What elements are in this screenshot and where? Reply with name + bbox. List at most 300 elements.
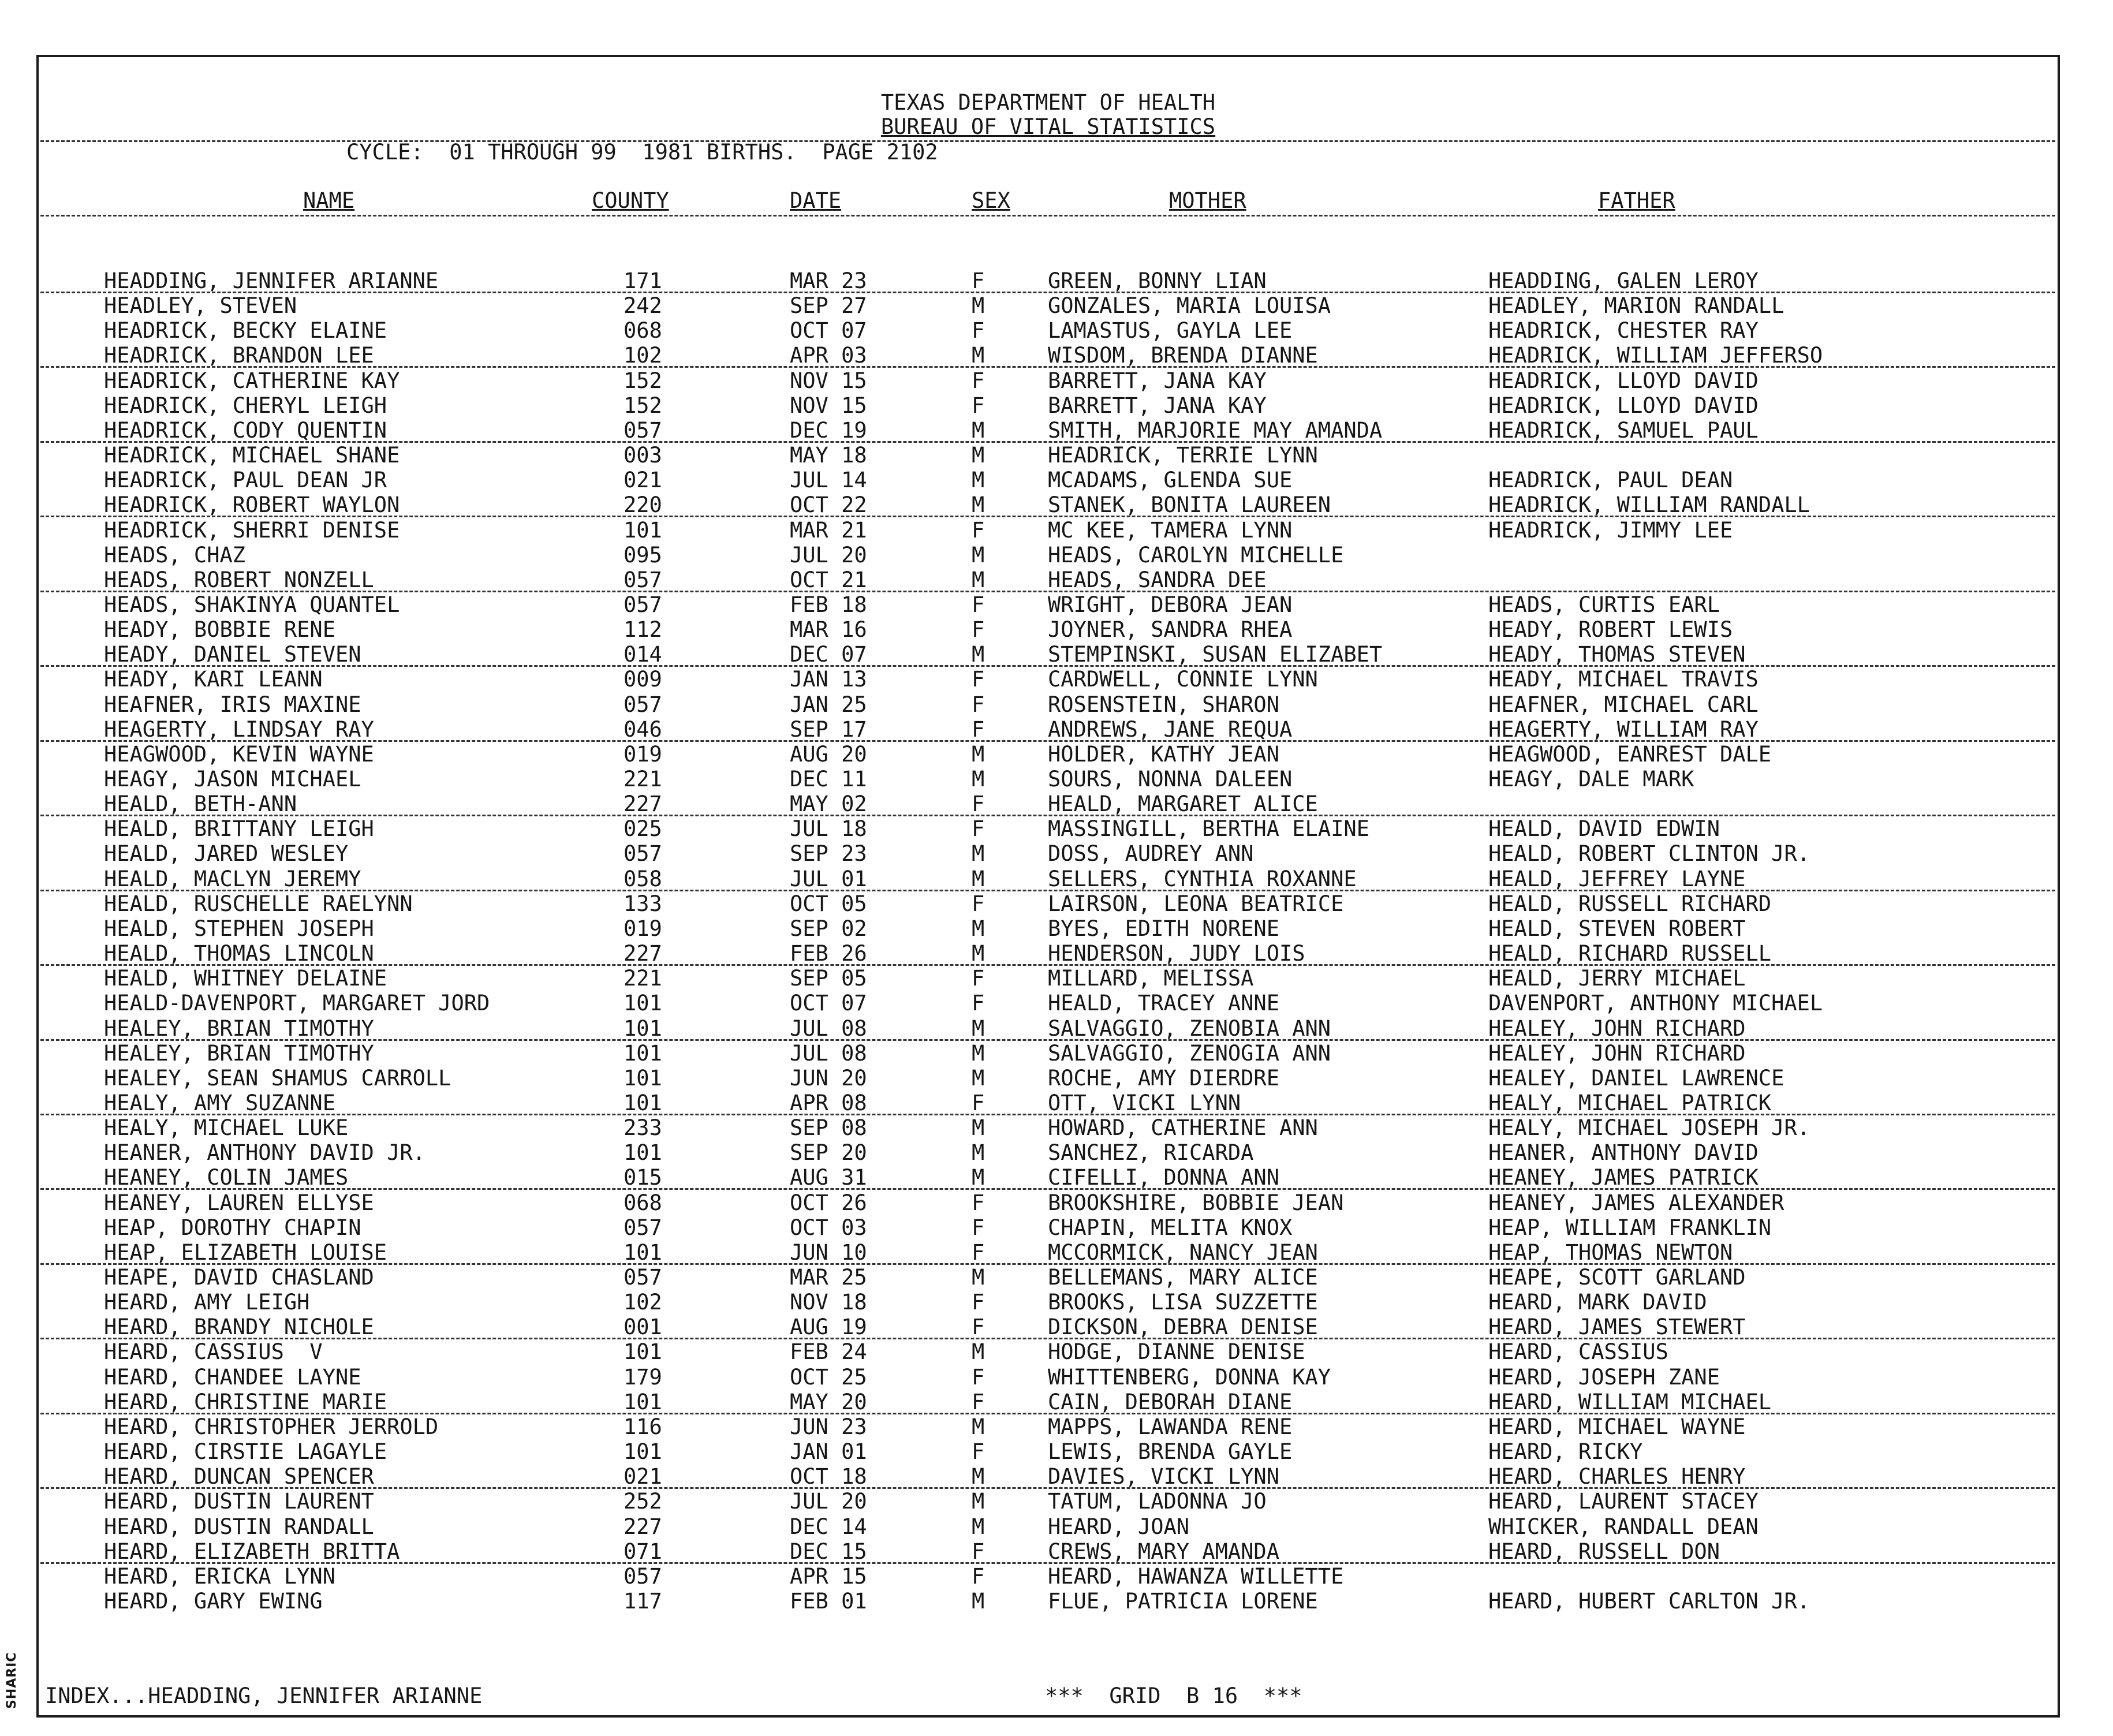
cell-date: JUN 20: [790, 1066, 867, 1091]
cell-date: JAN 25: [790, 692, 867, 717]
cell-county: 057: [624, 592, 662, 617]
cell-date: JUL 20: [790, 1489, 867, 1514]
table-row: [0, 1564, 2113, 1589]
cell-county: 227: [624, 792, 662, 816]
cell-sex: F: [972, 966, 985, 991]
cell-county: 221: [624, 966, 662, 991]
cell-father: HEALY, MICHAEL PATRICK: [1488, 1091, 1772, 1115]
table-row: [0, 293, 2113, 318]
cell-mother: ROSENSTEIN, SHARON: [1048, 692, 1279, 717]
cell-father: HEALEY, JOHN RICHARD: [1488, 1016, 1746, 1041]
cell-name: HEALY, MICHAEL LUKE: [104, 1115, 349, 1140]
table-row: [0, 1066, 2113, 1091]
table-row: [0, 368, 2113, 393]
cell-county: 068: [624, 1190, 662, 1215]
cell-date: JAN 13: [790, 667, 867, 692]
cell-date: SEP 02: [790, 916, 867, 941]
cell-date: APR 08: [790, 1091, 867, 1115]
cell-name: HEALD, BETH-ANN: [104, 792, 297, 816]
cell-date: JUL 18: [790, 816, 867, 841]
cell-date: OCT 05: [790, 891, 867, 916]
cell-father: HEADDING, GALEN LEROY: [1488, 268, 1759, 293]
cell-father: HEANEY, JAMES ALEXANDER: [1488, 1190, 1785, 1215]
cell-father: HEALD, JERRY MICHAEL: [1488, 966, 1746, 991]
table-row: [0, 1390, 2113, 1414]
cell-county: 019: [624, 916, 662, 941]
table-row: [0, 318, 2113, 343]
cell-sex: F: [972, 667, 985, 692]
cell-date: MAY 20: [790, 1390, 867, 1414]
cell-mother: BYES, EDITH NORENE: [1048, 916, 1279, 941]
cell-date: OCT 22: [790, 492, 867, 517]
cell-date: OCT 18: [790, 1464, 867, 1489]
cell-father: HEADRICK, WILLIAM JEFFERSO: [1488, 343, 1823, 368]
cell-date: FEB 01: [790, 1589, 867, 1614]
bureau-title: BUREAU OF VITAL STATISTICS: [880, 114, 1216, 139]
table-row: [0, 1165, 2113, 1190]
cell-county: 102: [624, 343, 662, 368]
cell-county: 227: [624, 941, 662, 966]
cell-name: HEARD, ELIZABETH BRITTA: [104, 1539, 400, 1564]
cell-mother: HEADS, SANDRA DEE: [1048, 568, 1267, 592]
column-header-sex: SEX: [972, 188, 1010, 213]
cell-mother: SMITH, MARJORIE MAY AMANDA: [1048, 418, 1383, 443]
cell-mother: MAPPS, LAWANDA RENE: [1048, 1414, 1293, 1439]
cell-mother: DAVIES, VICKI LYNN: [1048, 1464, 1279, 1489]
table-row: [0, 941, 2113, 966]
cell-date: OCT 07: [790, 318, 867, 343]
table-row: [0, 1315, 2113, 1339]
cell-name: HEALEY, BRIAN TIMOTHY: [104, 1016, 374, 1041]
cell-sex: M: [972, 443, 985, 468]
cell-county: 057: [624, 568, 662, 592]
table-row: [0, 568, 2113, 592]
cell-sex: M: [972, 1489, 985, 1514]
cell-sex: M: [972, 1514, 985, 1539]
cell-father: HEADY, MICHAEL TRAVIS: [1488, 667, 1759, 692]
cell-mother: HEALD, TRACEY ANNE: [1048, 991, 1279, 1016]
cell-county: 095: [624, 543, 662, 568]
cell-date: MAR 23: [790, 268, 867, 293]
cell-date: SEP 05: [790, 966, 867, 991]
table-row: [0, 592, 2113, 617]
cell-name: HEANEY, LAUREN ELLYSE: [104, 1190, 374, 1215]
table-row: [0, 1539, 2113, 1564]
cell-mother: JOYNER, SANDRA RHEA: [1048, 617, 1293, 642]
cell-name: HEAGWOOD, KEVIN WAYNE: [104, 742, 374, 767]
cell-father: HEARD, MICHAEL WAYNE: [1488, 1414, 1746, 1439]
table-row: [0, 543, 2113, 568]
cell-date: JUL 20: [790, 543, 867, 568]
cell-father: HEANEY, JAMES PATRICK: [1488, 1165, 1759, 1190]
cell-name: HEARD, AMY LEIGH: [104, 1290, 310, 1315]
cell-father: HEAFNER, MICHAEL CARL: [1488, 692, 1759, 717]
cell-mother: LAIRSON, LEONA BEATRICE: [1048, 891, 1344, 916]
cell-mother: HOLDER, KATHY JEAN: [1048, 742, 1279, 767]
cell-date: JAN 01: [790, 1439, 867, 1464]
cell-father: HEAP, WILLIAM FRANKLIN: [1488, 1215, 1772, 1240]
table-row: [0, 1414, 2113, 1439]
table-row: [0, 343, 2113, 368]
cell-date: AUG 20: [790, 742, 867, 767]
cell-county: 101: [624, 1240, 662, 1265]
cell-date: JUN 10: [790, 1240, 867, 1265]
cell-father: DAVENPORT, ANTHONY MICHAEL: [1488, 991, 1823, 1016]
cell-name: HEALEY, SEAN SHAMUS CARROLL: [104, 1066, 451, 1091]
cell-father: HEADS, CURTIS EARL: [1488, 592, 1720, 617]
cell-mother: HENDERSON, JUDY LOIS: [1048, 941, 1305, 966]
table-row: [0, 792, 2113, 816]
cell-mother: ANDREWS, JANE REQUA: [1048, 717, 1293, 742]
cell-name: HEADY, BOBBIE RENE: [104, 617, 335, 642]
cell-mother: WHITTENBERG, DONNA KAY: [1048, 1365, 1331, 1390]
cell-county: 101: [624, 1016, 662, 1041]
cell-sex: M: [972, 492, 985, 517]
cell-sex: M: [972, 867, 985, 891]
cell-name: HEAGY, JASON MICHAEL: [104, 767, 361, 792]
table-row: [0, 1016, 2113, 1041]
cell-father: HEALD, STEVEN ROBERT: [1488, 916, 1746, 941]
cell-father: HEALY, MICHAEL JOSEPH JR.: [1488, 1115, 1810, 1140]
table-row: [0, 1041, 2113, 1066]
cell-county: 221: [624, 767, 662, 792]
cell-father: HEALD, RICHARD RUSSELL: [1488, 941, 1772, 966]
cell-name: HEARD, CHRISTINE MARIE: [104, 1390, 387, 1414]
cell-county: 101: [624, 518, 662, 543]
cell-father: HEARD, JAMES STEWERT: [1488, 1315, 1746, 1339]
table-row: [0, 518, 2113, 543]
cell-county: 179: [624, 1365, 662, 1390]
cell-mother: HODGE, DIANNE DENISE: [1048, 1339, 1305, 1364]
cell-sex: F: [972, 1390, 985, 1414]
cell-county: 227: [624, 1514, 662, 1539]
table-row: [0, 667, 2113, 692]
cell-sex: F: [972, 1215, 985, 1240]
table-row: [0, 891, 2113, 916]
cell-name: HEALD, WHITNEY DELAINE: [104, 966, 387, 991]
cell-mother: TATUM, LADONNA JO: [1048, 1489, 1267, 1514]
margin-label: SHARIC: [5, 1652, 19, 1709]
cell-county: 019: [624, 742, 662, 767]
cell-date: JUL 08: [790, 1041, 867, 1066]
cell-father: HEARD, RICKY: [1488, 1439, 1643, 1464]
cell-county: 101: [624, 991, 662, 1016]
cell-mother: STEMPINSKI, SUSAN ELIZABET: [1048, 642, 1383, 667]
cell-county: 046: [624, 717, 662, 742]
cell-date: NOV 15: [790, 368, 867, 393]
cell-name: HEARD, CHANDEE LAYNE: [104, 1365, 361, 1390]
cell-name: HEALD, RUSCHELLE RAELYNN: [104, 891, 413, 916]
table-row: [0, 1489, 2113, 1514]
column-header-date: DATE: [790, 188, 842, 213]
cell-name: HEADY, KARI LEANN: [104, 667, 323, 692]
cell-county: 057: [624, 692, 662, 717]
cell-sex: F: [972, 1539, 985, 1564]
cell-name: HEADS, CHAZ: [104, 543, 246, 568]
cell-county: 014: [624, 642, 662, 667]
table-row: [0, 966, 2113, 991]
cell-mother: MASSINGILL, BERTHA ELAINE: [1048, 816, 1369, 841]
table-row: [0, 1115, 2113, 1140]
cell-sex: F: [972, 717, 985, 742]
cell-date: NOV 15: [790, 393, 867, 418]
cell-sex: F: [972, 1365, 985, 1390]
table-row: [0, 1215, 2113, 1240]
cell-date: SEP 23: [790, 841, 867, 866]
table-row: [0, 841, 2113, 866]
cell-county: 101: [624, 1439, 662, 1464]
grid-footer: *** GRID B 16 ***: [1045, 1683, 1302, 1708]
cell-mother: BROOKSHIRE, BOBBIE JEAN: [1048, 1190, 1344, 1215]
cell-father: HEALEY, JOHN RICHARD: [1488, 1041, 1746, 1066]
cell-father: HEAGERTY, WILLIAM RAY: [1488, 717, 1759, 742]
cell-county: 071: [624, 1539, 662, 1564]
cell-name: HEADRICK, BECKY ELAINE: [104, 318, 387, 343]
table-row: [0, 1339, 2113, 1364]
cell-sex: M: [972, 1140, 985, 1165]
cell-sex: F: [972, 1564, 985, 1589]
cell-name: HEARD, CASSIUS V: [104, 1339, 323, 1364]
table-row: [0, 1265, 2113, 1290]
table-row: [0, 742, 2113, 767]
cell-name: HEARD, GARY EWING: [104, 1589, 323, 1614]
cell-sex: F: [972, 891, 985, 916]
table-row: [0, 867, 2113, 891]
table-row: [0, 1464, 2113, 1489]
cell-county: 101: [624, 1339, 662, 1364]
cell-sex: F: [972, 692, 985, 717]
cell-sex: M: [972, 742, 985, 767]
cell-father: HEADLEY, MARION RANDALL: [1488, 293, 1785, 318]
cell-mother: HOWARD, CATHERINE ANN: [1048, 1115, 1318, 1140]
cell-date: OCT 25: [790, 1365, 867, 1390]
cell-name: HEARD, CIRSTIE LAGAYLE: [104, 1439, 387, 1464]
cell-county: 102: [624, 1290, 662, 1315]
cell-county: 101: [624, 1041, 662, 1066]
cell-name: HEAGERTY, LINDSAY RAY: [104, 717, 374, 742]
cell-date: JUL 14: [790, 468, 867, 492]
cell-county: 171: [624, 268, 662, 293]
cell-mother: HEADS, CAROLYN MICHELLE: [1048, 543, 1344, 568]
table-row: [0, 767, 2113, 792]
cell-mother: HEARD, HAWANZA WILLETTE: [1048, 1564, 1344, 1589]
cell-sex: M: [972, 841, 985, 866]
cell-county: 057: [624, 418, 662, 443]
table-row: [0, 492, 2113, 517]
cell-father: HEAPE, SCOTT GARLAND: [1488, 1265, 1746, 1290]
cell-county: 057: [624, 1564, 662, 1589]
table-row: [0, 991, 2113, 1016]
cell-father: WHICKER, RANDALL DEAN: [1488, 1514, 1759, 1539]
table-row: [0, 916, 2113, 941]
cell-county: 112: [624, 617, 662, 642]
cell-name: HEADRICK, SHERRI DENISE: [104, 518, 400, 543]
table-row: [0, 1091, 2113, 1115]
cell-mother: ROCHE, AMY DIERDRE: [1048, 1066, 1279, 1091]
cell-sex: M: [972, 1115, 985, 1140]
cell-sex: M: [972, 568, 985, 592]
cell-date: DEC 07: [790, 642, 867, 667]
cell-mother: CAIN, DEBORAH DIANE: [1048, 1390, 1293, 1414]
cell-sex: M: [972, 767, 985, 792]
cell-father: HEARD, HUBERT CARLTON JR.: [1488, 1589, 1810, 1614]
cell-date: FEB 24: [790, 1339, 867, 1364]
cell-date: MAY 18: [790, 443, 867, 468]
cell-father: HEADRICK, JIMMY LEE: [1488, 518, 1733, 543]
cell-name: HEARD, DUSTIN LAURENT: [104, 1489, 374, 1514]
cell-sex: M: [972, 418, 985, 443]
cell-name: HEARD, DUSTIN RANDALL: [104, 1514, 374, 1539]
table-row: [0, 268, 2113, 293]
cell-sex: M: [972, 293, 985, 318]
cell-name: HEADRICK, MICHAEL SHANE: [104, 443, 400, 468]
cell-county: 057: [624, 1265, 662, 1290]
cell-sex: F: [972, 1091, 985, 1115]
cell-county: 101: [624, 1066, 662, 1091]
cell-name: HEADRICK, CHERYL LEIGH: [104, 393, 387, 418]
column-header-mother: MOTHER: [1169, 188, 1246, 213]
cell-father: HEADY, THOMAS STEVEN: [1488, 642, 1746, 667]
cell-mother: SALVAGGIO, ZENOBIA ANN: [1048, 1016, 1331, 1041]
table-row: [0, 1514, 2113, 1539]
cell-date: FEB 26: [790, 941, 867, 966]
cell-father: HEALD, RUSSELL RICHARD: [1488, 891, 1772, 916]
cell-sex: F: [972, 816, 985, 841]
cell-county: 101: [624, 1390, 662, 1414]
cell-father: HEAP, THOMAS NEWTON: [1488, 1240, 1733, 1265]
cell-sex: M: [972, 1165, 985, 1190]
cell-mother: FLUE, PATRICIA LORENE: [1048, 1589, 1318, 1614]
cell-name: HEALD, MACLYN JEREMY: [104, 867, 361, 891]
cell-father: HEARD, RUSSELL DON: [1488, 1539, 1720, 1564]
cell-sex: F: [972, 368, 985, 393]
cell-sex: M: [972, 642, 985, 667]
cell-father: HEALEY, DANIEL LAWRENCE: [1488, 1066, 1785, 1091]
table-row: [0, 1190, 2113, 1215]
cell-mother: STANEK, BONITA LAUREEN: [1048, 492, 1331, 517]
cell-county: 021: [624, 468, 662, 492]
cell-county: 152: [624, 368, 662, 393]
cell-mother: CREWS, MARY AMANDA: [1048, 1539, 1279, 1564]
cell-mother: MC KEE, TAMERA LYNN: [1048, 518, 1293, 543]
cell-sex: F: [972, 1290, 985, 1315]
cell-father: HEADRICK, CHESTER RAY: [1488, 318, 1759, 343]
cell-date: MAR 16: [790, 617, 867, 642]
cell-sex: M: [972, 1016, 985, 1041]
cell-mother: OTT, VICKI LYNN: [1048, 1091, 1241, 1115]
cell-name: HEADY, DANIEL STEVEN: [104, 642, 361, 667]
cell-sex: M: [972, 1066, 985, 1091]
column-header-county: COUNTY: [592, 188, 669, 213]
table-row: [0, 1140, 2113, 1165]
cell-sex: F: [972, 617, 985, 642]
cell-mother: GREEN, BONNY LIAN: [1048, 268, 1267, 293]
table-row: [0, 1439, 2113, 1464]
cell-county: 252: [624, 1489, 662, 1514]
cell-sex: F: [972, 1315, 985, 1339]
cell-sex: F: [972, 991, 985, 1016]
cell-date: FEB 18: [790, 592, 867, 617]
cell-county: 233: [624, 1115, 662, 1140]
cell-name: HEALD, STEPHEN JOSEPH: [104, 916, 374, 941]
cell-date: SEP 08: [790, 1115, 867, 1140]
cell-mother: HEADRICK, TERRIE LYNN: [1048, 443, 1318, 468]
cell-mother: SALVAGGIO, ZENOGIA ANN: [1048, 1041, 1331, 1066]
cell-county: 009: [624, 667, 662, 692]
cell-name: HEARD, CHRISTOPHER JERROLD: [104, 1414, 439, 1439]
cell-name: HEADDING, JENNIFER ARIANNE: [104, 268, 439, 293]
cell-mother: SANCHEZ, RICARDA: [1048, 1140, 1254, 1165]
cell-county: 101: [624, 1091, 662, 1115]
table-row: [0, 717, 2113, 742]
cell-date: OCT 26: [790, 1190, 867, 1215]
cell-mother: HEARD, JOAN: [1048, 1514, 1190, 1539]
cell-sex: F: [972, 268, 985, 293]
cell-sex: F: [972, 592, 985, 617]
cell-mother: CHAPIN, MELITA KNOX: [1048, 1215, 1293, 1240]
cell-name: HEALY, AMY SUZANNE: [104, 1091, 335, 1115]
cell-date: AUG 19: [790, 1315, 867, 1339]
cell-father: HEADRICK, WILLIAM RANDALL: [1488, 492, 1810, 517]
cell-sex: M: [972, 916, 985, 941]
table-row: [0, 443, 2113, 468]
cell-mother: GONZALES, MARIA LOUISA: [1048, 293, 1331, 318]
cell-county: 117: [624, 1589, 662, 1614]
cell-date: MAR 21: [790, 518, 867, 543]
cell-sex: M: [972, 1589, 985, 1614]
cell-mother: BARRETT, JANA KAY: [1048, 368, 1267, 393]
table-row: [0, 1365, 2113, 1390]
cell-mother: DOSS, AUDREY ANN: [1048, 841, 1254, 866]
cell-name: HEAPE, DAVID CHASLAND: [104, 1265, 374, 1290]
cell-date: DEC 11: [790, 767, 867, 792]
table-row: [0, 393, 2113, 418]
cell-sex: F: [972, 1240, 985, 1265]
cell-name: HEADRICK, CODY QUENTIN: [104, 418, 387, 443]
cell-date: DEC 19: [790, 418, 867, 443]
cell-sex: F: [972, 393, 985, 418]
department-title: TEXAS DEPARTMENT OF HEALTH: [880, 90, 1216, 115]
cell-mother: BELLEMANS, MARY ALICE: [1048, 1265, 1318, 1290]
cell-county: 152: [624, 393, 662, 418]
table-row: [0, 816, 2113, 841]
cell-mother: LAMASTUS, GAYLA LEE: [1048, 318, 1293, 343]
cell-name: HEADRICK, CATHERINE KAY: [104, 368, 400, 393]
cell-mother: HEALD, MARGARET ALICE: [1048, 792, 1318, 816]
cell-father: HEARD, CASSIUS: [1488, 1339, 1668, 1364]
cell-father: HEARD, LAURENT STACEY: [1488, 1489, 1759, 1514]
cell-date: OCT 07: [790, 991, 867, 1016]
cell-name: HEANEY, COLIN JAMES: [104, 1165, 349, 1190]
table-row: [0, 1240, 2113, 1265]
cell-county: 015: [624, 1165, 662, 1190]
cell-name: HEARD, ERICKA LYNN: [104, 1564, 335, 1589]
cell-father: HEADRICK, SAMUEL PAUL: [1488, 418, 1759, 443]
cell-sex: F: [972, 318, 985, 343]
cell-county: 025: [624, 816, 662, 841]
cell-father: HEALD, ROBERT CLINTON JR.: [1488, 841, 1810, 866]
cell-mother: CIFELLI, DONNA ANN: [1048, 1165, 1279, 1190]
cell-date: SEP 20: [790, 1140, 867, 1165]
cell-sex: M: [972, 1339, 985, 1364]
cell-county: 068: [624, 318, 662, 343]
cell-sex: M: [972, 941, 985, 966]
cell-father: HEAGY, DALE MARK: [1488, 767, 1694, 792]
table-row: [0, 418, 2113, 443]
cell-mother: MCCORMICK, NANCY JEAN: [1048, 1240, 1318, 1265]
cell-mother: LEWIS, BRENDA GAYLE: [1048, 1439, 1293, 1464]
cell-father: HEADY, ROBERT LEWIS: [1488, 617, 1733, 642]
